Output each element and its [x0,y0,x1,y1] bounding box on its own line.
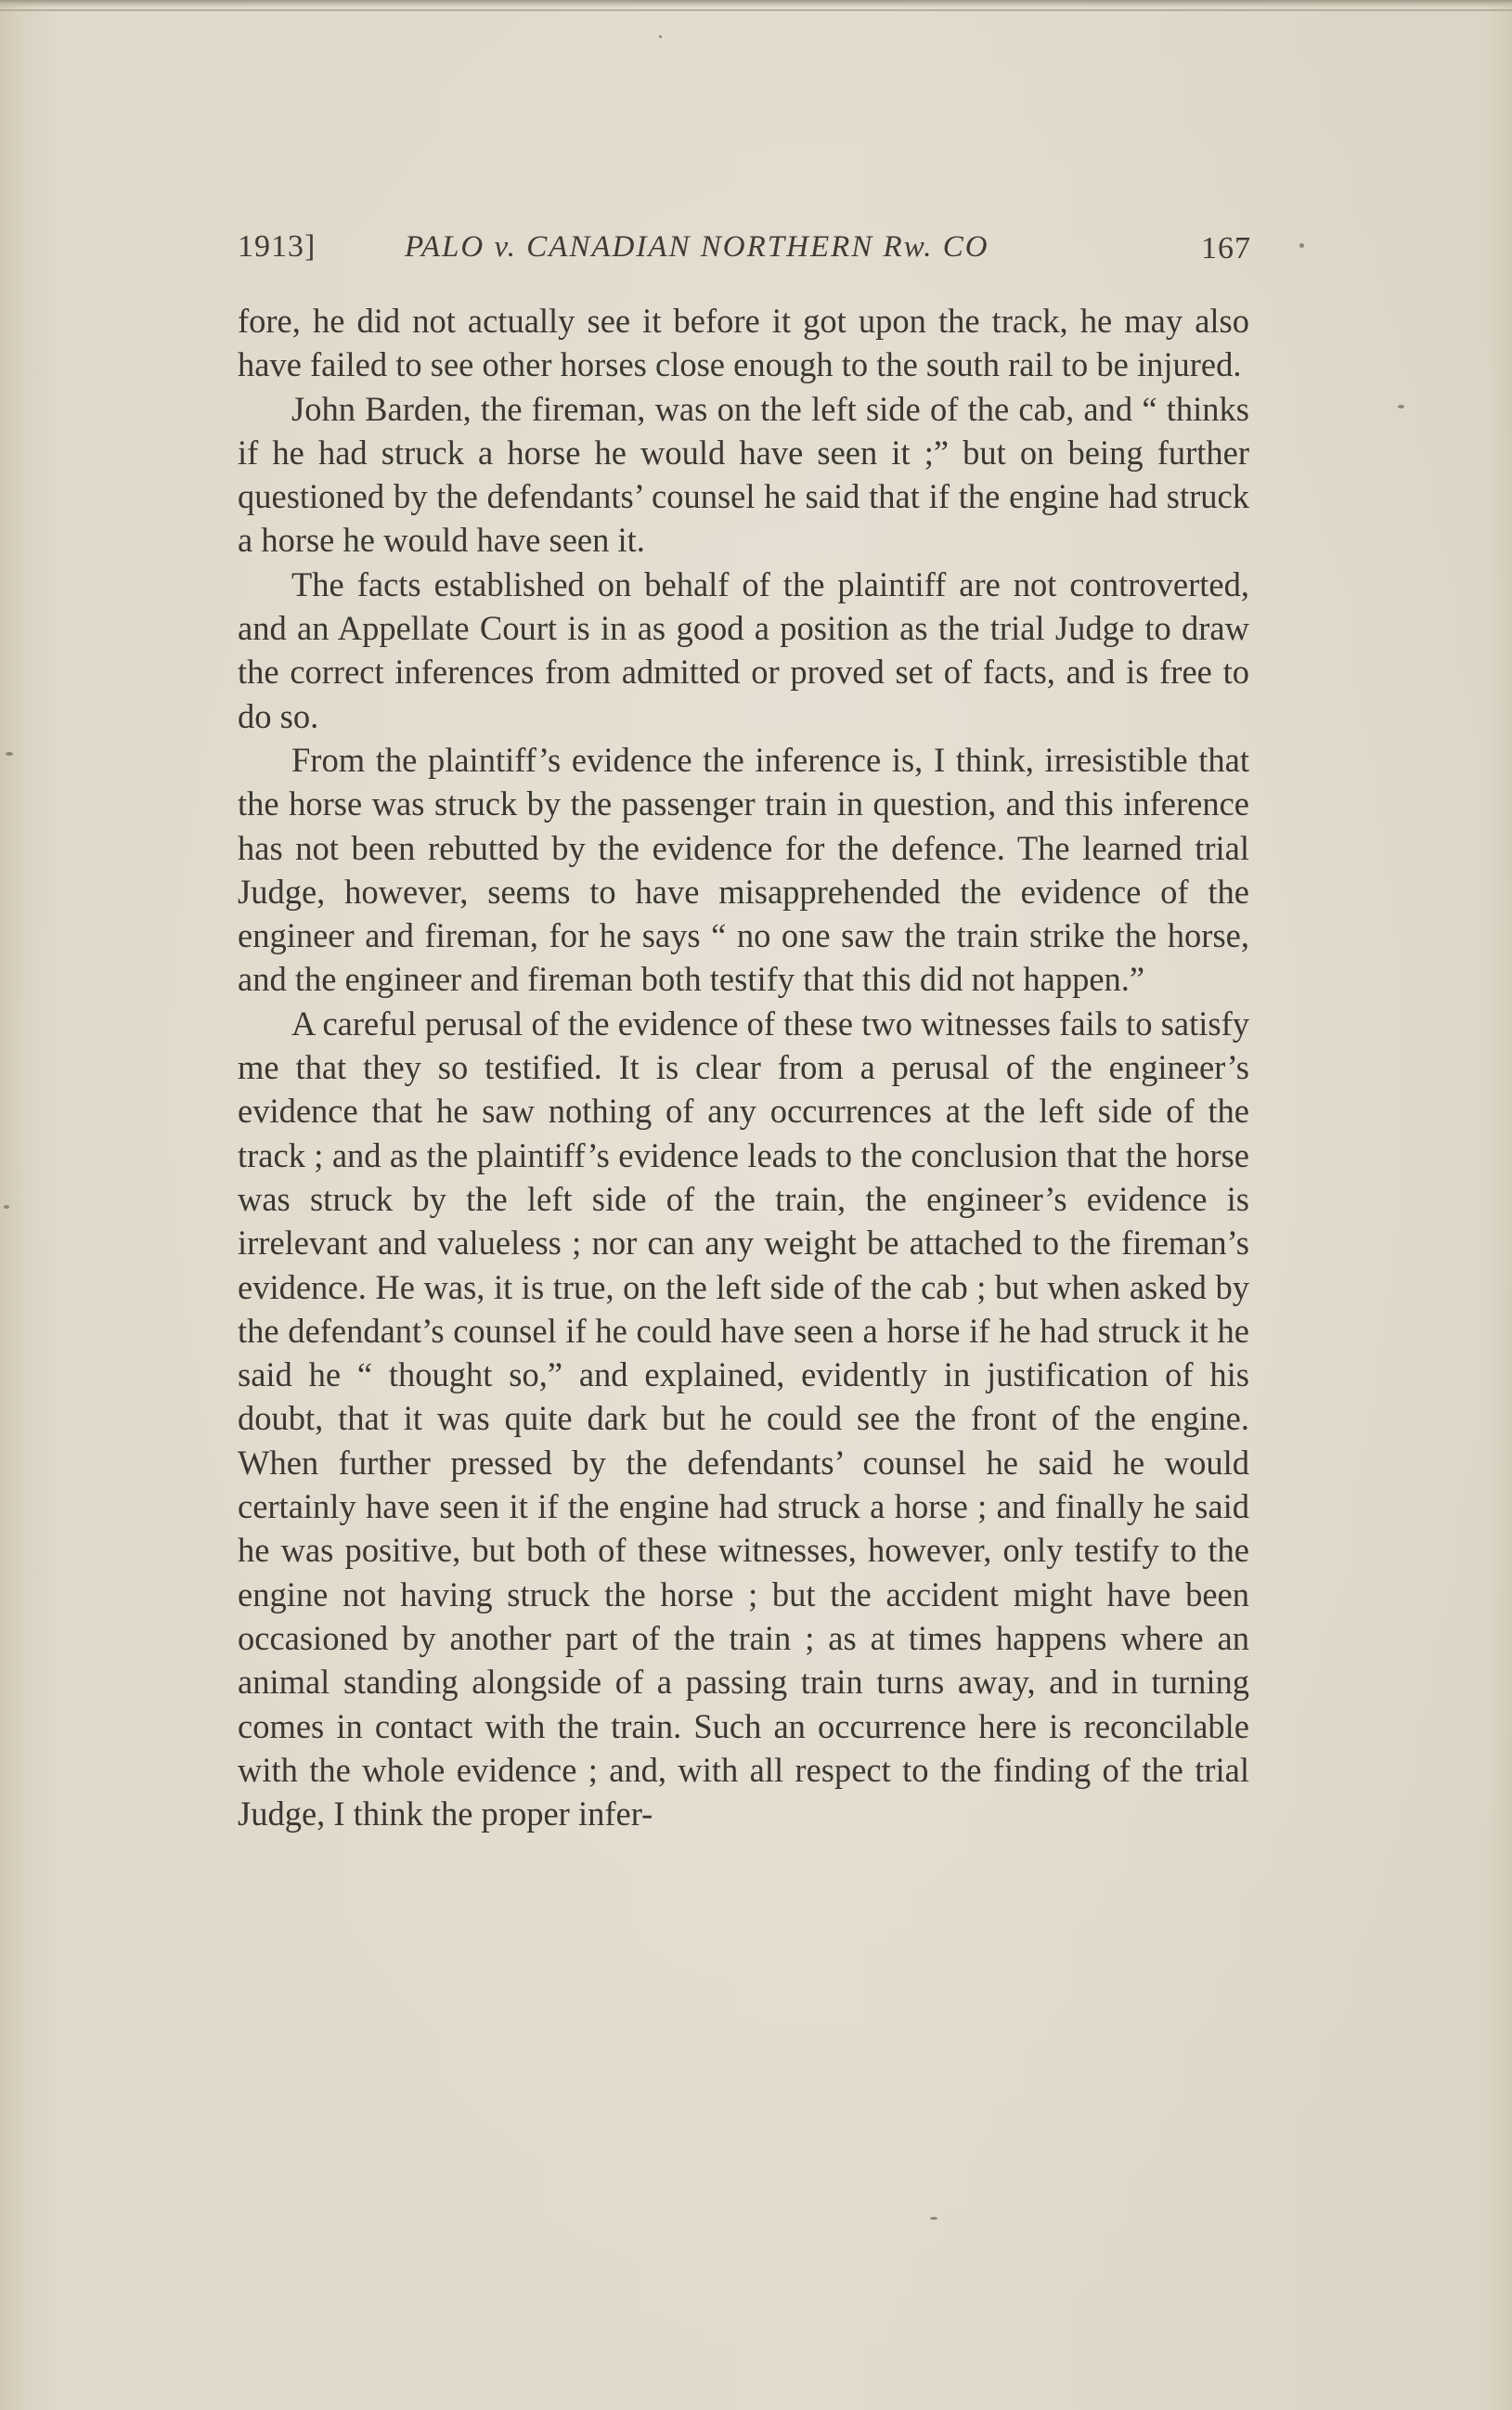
paragraph-fireman: John Barden, the fireman, was on the left side of the cab, and “ thinks if he had struck a horse he would have seen it ;” but on being further questioned by the defendants’ counsel he said that if the engine had struck a horse he would have seen it. [238,389,1249,560]
paper-speck [1299,243,1304,248]
page-number: 167 [1201,231,1251,266]
paper-speck [659,35,662,38]
page-top-edge [0,0,1512,7]
paper-speck [930,2217,937,2220]
body-text [238,299,1249,1835]
paragraph-facts: The facts established on behalf of the plaintiff are not controverted, and an Appellate Court is in as good a position as the trial Judge to draw the correct inferences from admitted or proved set of facts, and is free to do so. [238,564,1249,735]
running-head-year: 1913] [238,229,317,264]
paper-speck [4,1205,9,1209]
page-top-rule [0,9,1512,11]
running-head [238,221,1251,273]
paragraph-perusal: A careful perusal of the evidence of these two witnesses fails to satisfy me that they so testified. It is clear from a perusal of the engineer’s evidence that he saw nothing of any occurrences at the left side of the track ; and as the plaintiff’s evidence leads to the conclusion that the horse was struck by the left side of the train, the engineer’s evidence is irrelevant and valueless ; nor can any weight be attached to the fireman’s evidence. He was, it is true, on the left side of the cab ; but when asked by the defendant’s counsel if he could have seen a horse if he had struck it he said he “ thought so,” and explained, evidently in justification of his doubt, that it was quite dark but he could see the front of the engine. When further pressed by the defendants’ counsel he said he would certainly have seen it if the engine had struck a horse ; and finally he said he was positive, but both of these witnesses, however, only testify to the engine not having struck the horse ; but the accident might have been occasioned by another part of the train ; as at times happens where an animal standing alongside of a passing train turns away, and in turning comes in contact with the train. Such an occurrence here is reconcilable with the whole evidence ; and, with all respect to the finding of the trial Judge, I think the proper infer- [238,1004,1249,1833]
paragraph-continuation: fore, he did not actually see it before it got upon the track, he may also have failed to see other horses close enough to the south rail to be injured. [238,302,1249,384]
running-head-title: PALO v. CANADIAN NORTHERN Rw. CO [405,230,989,264]
paper-speck [6,752,13,756]
paragraph-inference: From the plaintiff’s evidence the inference is, I think, irresistible that the horse was struck by the passenger train in question, and this inference has not been rebutted by the evidence for the defence. The learned trial Judge, however, seems to have misapprehended the evidence of the engineer and fireman, for he says “ no one saw the train strike the horse, and the engineer and fireman both testify that this did not happen.” [238,740,1249,999]
paper-speck [1398,405,1404,408]
